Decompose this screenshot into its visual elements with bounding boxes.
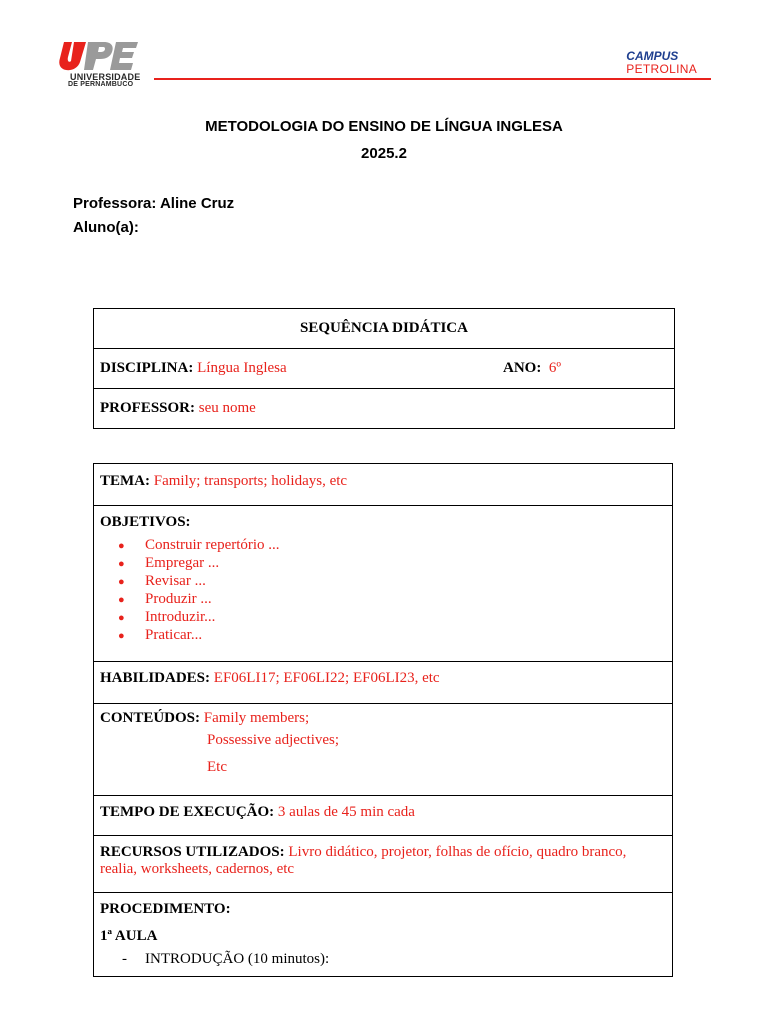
page-header <box>56 38 711 88</box>
habilidades-row <box>94 662 673 704</box>
logo-line2: DE PERNAMBUCO <box>68 81 134 88</box>
tema-value: Family; transports; holidays, etc <box>153 473 348 489</box>
campus-line1: CAMPUS <box>626 49 679 63</box>
procedure-step <box>100 951 666 968</box>
conteudos-item: Etc <box>207 759 227 775</box>
list-item: ● Produzir ... <box>118 591 212 607</box>
professor-value: seu nome <box>198 400 256 416</box>
conteudos-item: Possessive adjectives; <box>207 732 340 748</box>
procedimento-label: PROCEDIMENTO: <box>100 901 231 917</box>
aula-label: 1ª AULA <box>100 928 158 944</box>
ano-label: ANO: <box>503 360 542 376</box>
document-title: METODOLOGIA DO ENSINO DE LÍNGUA INGLESA <box>205 118 563 135</box>
list-item: ● Introduzir... <box>118 609 216 625</box>
habilidades-label: HABILIDADES: <box>100 670 211 686</box>
sequence-header-table <box>93 308 675 429</box>
recursos-row <box>94 836 673 893</box>
ano-group <box>503 360 561 377</box>
tema-row <box>94 464 673 506</box>
recursos-label: RECURSOS UTILIZADOS: <box>100 844 285 860</box>
conteudos-item: Family members; <box>203 710 310 726</box>
objetivos-row <box>94 506 673 662</box>
student-line: Aluno(a): <box>73 219 139 236</box>
conteudos-row <box>94 704 673 796</box>
sequence-heading: SEQUÊNCIA DIDÁTICA <box>94 309 675 349</box>
tempo-row <box>94 796 673 836</box>
conteudos-label: CONTEÚDOS: <box>100 710 201 726</box>
document-period: 2025.2 <box>361 145 407 162</box>
upe-logo <box>58 40 158 88</box>
objetivos-label: OBJETIVOS: <box>100 514 191 530</box>
objetivos-list <box>100 537 666 645</box>
recursos-value: Livro didático, projetor, folhas de ofício, quadro branco, realia, worksheets, cadernos, etc <box>100 844 627 877</box>
teacher-line: Professora: Aline Cruz <box>73 195 235 212</box>
list-item: ● Empregar ... <box>118 555 220 571</box>
upe-logo-mark <box>58 40 148 74</box>
tempo-label: TEMPO DE EXECUÇÃO: <box>100 804 275 820</box>
list-item: ● Construir repertório ... <box>118 537 280 553</box>
header-rule <box>154 78 711 80</box>
habilidades-value: EF06LI17; EF06LI22; EF06LI23, etc <box>213 670 440 686</box>
procedimento-row <box>94 893 673 977</box>
disciplina-row <box>94 349 675 389</box>
dash-marker: - <box>122 951 127 967</box>
sequence-details-table <box>93 463 673 977</box>
list-item: ● Revisar ... <box>118 573 206 589</box>
professor-row <box>94 389 675 429</box>
list-item: ● Praticar... <box>118 627 203 643</box>
campus-line2: PETROLINA <box>626 62 697 76</box>
ano-value: 6º <box>548 360 561 376</box>
tempo-value: 3 aulas de 45 min cada <box>277 804 415 820</box>
tema-label: TEMA: <box>100 473 150 489</box>
disciplina-label: DISCIPLINA: <box>100 360 194 376</box>
professor-label: PROFESSOR: <box>100 400 196 416</box>
campus-label <box>626 50 697 76</box>
procedure-step-text: INTRODUÇÃO (10 minutos): <box>145 951 330 967</box>
logo-line1: UNIVERSIDADE <box>70 72 141 82</box>
disciplina-value: Língua Inglesa <box>197 360 287 376</box>
